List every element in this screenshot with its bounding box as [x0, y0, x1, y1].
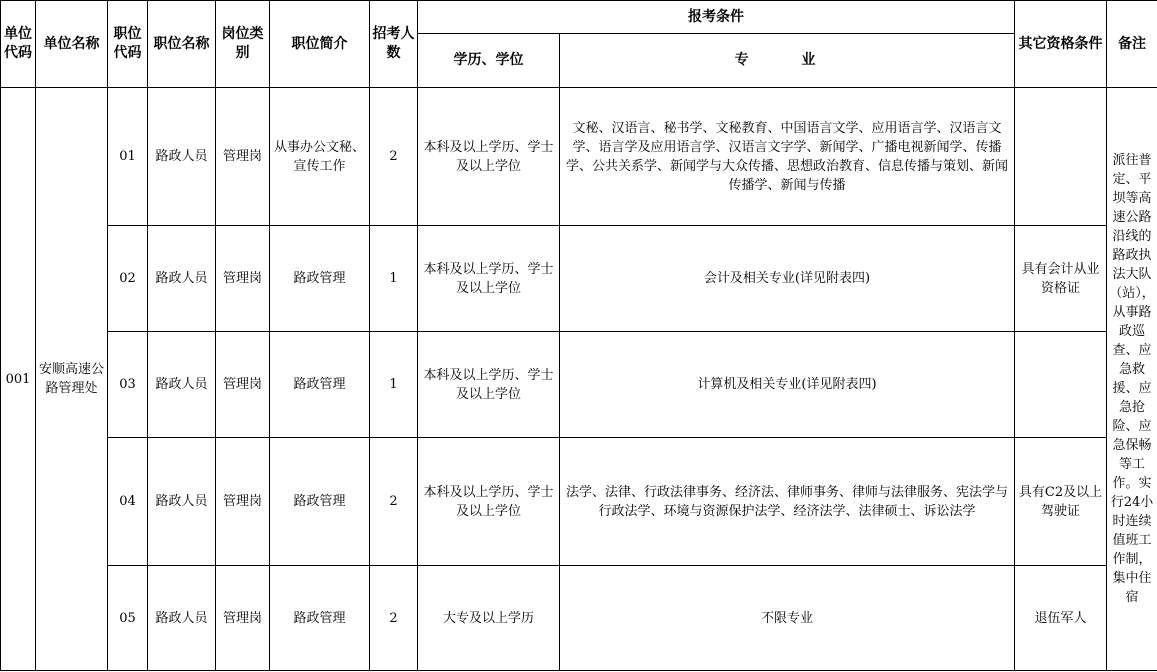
major-cell: 不限专业: [560, 566, 1015, 671]
header-major: 专 业: [560, 34, 1015, 88]
other-qualification-cell: 具有C2及以上驾驶证: [1015, 438, 1107, 566]
header-position-code: 职位代码: [108, 1, 148, 88]
quota-cell: 2: [370, 438, 418, 566]
education-cell: 本科及以上学历、学士及以上学位: [418, 332, 560, 438]
other-qualification-cell: [1015, 332, 1107, 438]
position-code-cell: 02: [108, 226, 148, 332]
table-row: [1, 332, 1157, 438]
position-type-cell: 管理岗: [216, 226, 270, 332]
major-cell: 计算机及相关专业(详见附表四): [560, 332, 1015, 438]
position-type-cell: 管理岗: [216, 438, 270, 566]
table-row: [1, 88, 1157, 226]
header-position-type: 岗位类别: [216, 1, 270, 88]
quota-cell: 1: [370, 226, 418, 332]
other-qualification-cell: 退伍军人: [1015, 566, 1107, 671]
header-unit-name: 单位名称: [36, 1, 108, 88]
table-row: [1, 226, 1157, 332]
major-cell: 文秘、汉语言、秘书学、文秘教育、中国语言文学、应用语言学、汉语言文学、语言学及应用语言学、汉语言文字学、新闻学、广播电视新闻学、传播学、公共关系学、新闻学与大众传播、思想政治教育、信息传播与策划、新闻传播学、新闻与传播: [560, 88, 1015, 226]
education-cell: 本科及以上学历、学士及以上学位: [418, 438, 560, 566]
position-name-cell: 路政人员: [148, 332, 216, 438]
major-cell: 法学、法律、行政法律事务、经济法、律师事务、律师与法律服务、宪法学与行政法学、环境与资源保护法学、经济法学、法律硕士、诉讼法学: [560, 438, 1015, 566]
position-name-cell: 路政人员: [148, 438, 216, 566]
table-row: [1, 566, 1157, 671]
unit-name-cell: 安顺高速公路管理处: [36, 88, 108, 671]
position-type-cell: 管理岗: [216, 332, 270, 438]
position-code-cell: 01: [108, 88, 148, 226]
education-cell: 本科及以上学历、学士及以上学位: [418, 88, 560, 226]
other-qualification-cell: 具有会计从业资格证: [1015, 226, 1107, 332]
header-position-name: 职位名称: [148, 1, 216, 88]
education-cell: 本科及以上学历、学士及以上学位: [418, 226, 560, 332]
other-qualification-cell: [1015, 88, 1107, 226]
remarks-cell: 派往普定、平坝等高速公路沿线的路政执法大队（站），从事路政巡查、应急救援、应急抢险、应急保畅等工作。实行24小时连续值班工作制，集中住宿: [1107, 88, 1157, 671]
quota-cell: 2: [370, 88, 418, 226]
unit-code-cell: 001: [1, 88, 36, 671]
quota-cell: 1: [370, 332, 418, 438]
header-remarks: 备注: [1107, 1, 1157, 88]
position-code-cell: 05: [108, 566, 148, 671]
position-intro-cell: 路政管理: [270, 566, 370, 671]
position-name-cell: 路政人员: [148, 566, 216, 671]
position-intro-cell: 路政管理: [270, 226, 370, 332]
education-cell: 大专及以上学历: [418, 566, 560, 671]
position-intro-cell: 路政管理: [270, 438, 370, 566]
header-position-intro: 职位简介: [270, 1, 370, 88]
position-name-cell: 路政人员: [148, 226, 216, 332]
table-row: [1, 438, 1157, 566]
position-code-cell: 04: [108, 438, 148, 566]
position-type-cell: 管理岗: [216, 88, 270, 226]
major-cell: 会计及相关专业(详见附表四): [560, 226, 1015, 332]
header-other-qualifications: 其它资格条件: [1015, 1, 1107, 88]
position-type-cell: 管理岗: [216, 566, 270, 671]
position-name-cell: 路政人员: [148, 88, 216, 226]
header-conditions: 报考条件: [418, 1, 1015, 34]
position-intro-cell: 路政管理: [270, 332, 370, 438]
position-intro-cell: 从事办公文秘、宣传工作: [270, 88, 370, 226]
position-code-cell: 03: [108, 332, 148, 438]
header-quota: 招考人数: [370, 1, 418, 88]
quota-cell: 2: [370, 566, 418, 671]
header-education: 学历、学位: [418, 34, 560, 88]
header-unit-code: 单位代码: [1, 1, 36, 88]
